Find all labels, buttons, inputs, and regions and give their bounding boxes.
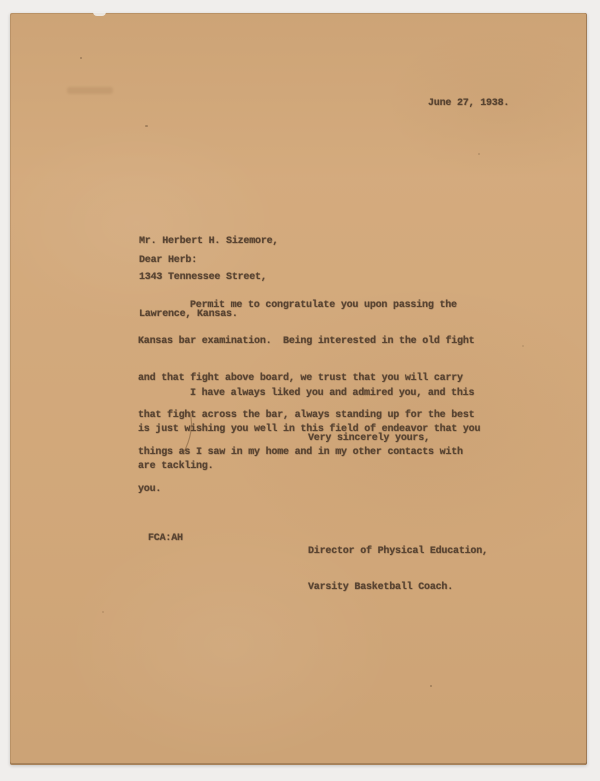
paper-speck bbox=[522, 345, 524, 347]
body-line: Kansas bar examination. Being interested in the old fight bbox=[138, 336, 475, 348]
recipient-street: 1343 Tennessee Street, bbox=[139, 272, 267, 284]
salutation: Dear Herb: bbox=[139, 255, 198, 266]
body-line: you. bbox=[138, 484, 162, 496]
paper-speck bbox=[478, 153, 480, 155]
signature-title-1: Director of Physical Education, bbox=[308, 545, 488, 557]
body-line: things as I saw in my home and in my other contacts with bbox=[138, 447, 463, 459]
letter-paper bbox=[10, 13, 587, 765]
recipient-city: Lawrence, Kansas. bbox=[139, 309, 238, 321]
paper-chip-artifact bbox=[93, 12, 106, 16]
body-line: are tackling. bbox=[138, 461, 214, 473]
closing-line: Very sincerely yours, bbox=[308, 433, 430, 444]
recipient-name: Mr. Herbert H. Sizemore, bbox=[139, 235, 279, 247]
body-line: I have always liked you and admired you, and this bbox=[190, 387, 475, 399]
paper-speck bbox=[80, 57, 82, 59]
paper-speck bbox=[102, 611, 104, 613]
paper-speck bbox=[145, 125, 148, 127]
ink-bleed-smudge bbox=[67, 87, 113, 94]
pen-mark bbox=[170, 409, 200, 459]
body-line: that fight across the bar, always standing up for the best bbox=[138, 410, 475, 422]
signature-block bbox=[308, 521, 488, 619]
body-line: is just wishing you well in this field of endeavor that you bbox=[138, 424, 481, 436]
date-line: June 27, 1938. bbox=[428, 98, 510, 109]
body-line: and that fight above board, we trust that you will carry bbox=[138, 373, 463, 385]
reference-initials: FCA:AH bbox=[148, 533, 183, 544]
body-line: Permit me to congratulate you upon passing the bbox=[190, 299, 457, 311]
paper-speck bbox=[430, 685, 432, 687]
signature-title-2: Varsity Basketball Coach. bbox=[308, 582, 454, 594]
